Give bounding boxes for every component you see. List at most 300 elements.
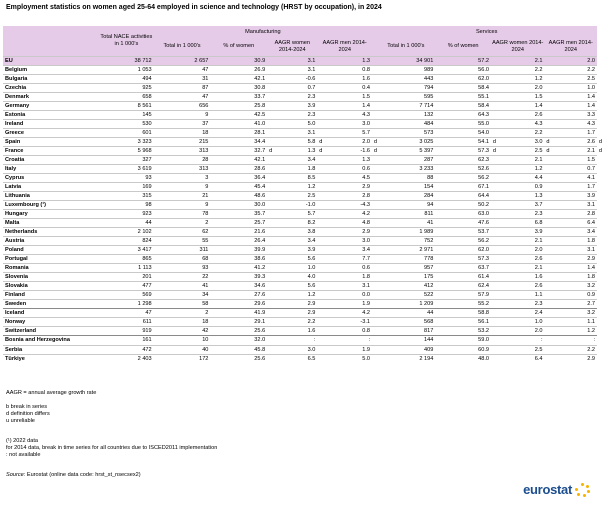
header-s-total: Total in 1 000's (376, 38, 435, 56)
cell-value: 752 (423, 238, 434, 245)
value-cell (99, 309, 154, 318)
value-cell (267, 83, 317, 92)
value-cell (154, 182, 211, 191)
cell-value: 1.2 (587, 328, 595, 335)
value-cell (267, 92, 317, 101)
flag-marker: d (373, 138, 378, 145)
value-cell (210, 246, 267, 255)
value-cell (545, 255, 598, 264)
cell-value: 154 (423, 183, 434, 190)
value-cell (545, 182, 598, 191)
cell-value: 55.2 (478, 301, 489, 308)
table-row (3, 300, 597, 309)
cell-value: 3.3 (587, 111, 595, 118)
value-cell (373, 137, 435, 146)
cell-value: 472 (142, 346, 152, 353)
value-cell (267, 182, 317, 191)
value-cell (545, 273, 598, 282)
value-cell (210, 155, 267, 164)
cell-value: 18 (202, 319, 209, 326)
value-cell (317, 164, 372, 173)
cell-value: 919 (142, 328, 152, 335)
value-cell (373, 146, 435, 155)
cell-value: 0.8 (362, 328, 371, 335)
table-title: Employment statistics on women aged 25-64 employed in science and technology (HRST by occupation), in 2024 (6, 4, 382, 11)
cell-value: 0.7 (587, 165, 595, 172)
cell-value: 87 (202, 84, 209, 91)
value-cell (154, 65, 211, 74)
value-cell (99, 228, 154, 237)
value-cell (435, 309, 491, 318)
value-cell (491, 210, 545, 219)
value-cell (317, 182, 372, 191)
cell-value: 42.1 (254, 75, 266, 82)
value-cell (154, 155, 211, 164)
cell-value: : (540, 337, 543, 344)
cell-value: 57.2 (478, 57, 489, 64)
header-total-nace: Total NACE activities in 1 000's (99, 26, 154, 56)
cell-value: 62 (202, 229, 209, 236)
value-cell (376, 65, 435, 74)
table-row (3, 164, 597, 173)
cell-value: : (368, 337, 371, 344)
value-cell (317, 291, 372, 300)
cell-value: -3.1 (360, 319, 371, 326)
flag-note: u unreliable (6, 418, 35, 424)
cell-value: 522 (423, 292, 434, 299)
cell-value: 30.0 (254, 202, 266, 209)
cell-value: 42.1 (254, 156, 266, 163)
cell-value: 63.7 (478, 265, 489, 272)
value-cell (317, 83, 372, 92)
value-cell (545, 74, 598, 83)
country-cell: Denmark (3, 92, 99, 101)
cell-value: 62.0 (478, 247, 489, 254)
value-cell (491, 327, 545, 336)
source-note (6, 472, 141, 479)
value-cell (435, 182, 491, 191)
value-cell (267, 164, 317, 173)
value-cell (154, 282, 211, 291)
cell-value: 4.3 (534, 120, 543, 127)
value-cell (317, 282, 372, 291)
value-cell (545, 119, 598, 128)
value-cell (99, 264, 154, 273)
country-cell: Bulgaria (3, 74, 99, 83)
cell-value: 41 (427, 220, 434, 227)
cell-value: 201 (142, 274, 152, 281)
cell-value: 33.7 (254, 93, 266, 100)
value-cell (491, 246, 545, 255)
cell-value: 53.7 (478, 229, 489, 236)
value-cell (210, 255, 267, 264)
value-cell (491, 182, 545, 191)
value-cell (376, 110, 435, 119)
cell-value: 1.5 (534, 93, 543, 100)
value-cell (210, 336, 267, 345)
cell-value: 34.6 (254, 283, 266, 290)
value-cell (210, 219, 267, 228)
value-cell (154, 201, 211, 210)
value-cell (154, 273, 211, 282)
header-s-pct: % of women (435, 38, 491, 56)
flag-marker: d (319, 147, 323, 154)
country-cell: Luxembourg (¹) (3, 201, 99, 210)
cell-value: 3.9 (307, 247, 316, 254)
cell-value: 2.6 (587, 138, 595, 145)
cell-value: 1.6 (362, 75, 371, 82)
value-cell (376, 201, 435, 210)
cell-value: 989 (423, 66, 434, 73)
value-cell (267, 291, 317, 300)
cell-value: 3.0 (534, 138, 543, 145)
value-cell (210, 210, 267, 219)
value-cell (210, 327, 267, 336)
country-cell: Italy (3, 164, 99, 173)
value-cell (545, 155, 598, 164)
value-cell (435, 282, 491, 291)
value-cell (545, 282, 598, 291)
country-cell: Poland (3, 246, 99, 255)
cell-value: 2.9 (362, 183, 371, 190)
cell-value: 7.7 (362, 256, 371, 263)
value-cell (435, 300, 491, 309)
value-cell (376, 228, 435, 237)
cell-value: 47 (202, 93, 209, 100)
cell-value: 3.9 (587, 192, 595, 199)
value-cell (99, 237, 154, 246)
cell-value: 4.2 (362, 211, 371, 218)
cell-value: 48.6 (254, 192, 266, 199)
value-cell (545, 110, 598, 119)
footnotes (6, 438, 217, 459)
cell-value: 1.8 (587, 238, 595, 245)
cell-value: 0.9 (534, 183, 543, 190)
country-cell: Germany (3, 101, 99, 110)
cell-value: 3.1 (307, 66, 316, 73)
value-cell (317, 56, 372, 65)
cell-value: 2.4 (534, 310, 543, 317)
value-cell (491, 273, 545, 282)
statistics-table (3, 26, 602, 363)
cell-value: 78 (202, 211, 209, 218)
cell-value: 57.9 (478, 292, 489, 299)
value-cell (210, 101, 267, 110)
cell-value: 47 (202, 66, 209, 73)
value-cell (376, 354, 435, 363)
cell-value: 30.9 (254, 57, 266, 64)
value-cell (154, 110, 211, 119)
country-cell: Malta (3, 219, 99, 228)
value-cell (210, 237, 267, 246)
value-cell (267, 264, 317, 273)
value-cell (376, 83, 435, 92)
value-cell (491, 128, 545, 137)
value-cell (317, 255, 372, 264)
country-cell: Sweden (3, 300, 99, 309)
cell-value: 41.2 (254, 265, 266, 272)
header-services: Services (376, 26, 597, 38)
value-cell (210, 354, 267, 363)
value-cell (491, 345, 545, 354)
value-cell (376, 56, 435, 65)
cell-value: 313 (199, 147, 209, 154)
value-cell (376, 318, 435, 327)
footnote: (¹) 2022 data (6, 438, 39, 444)
cell-value: 1.8 (307, 165, 316, 172)
cell-value: 5.7 (307, 211, 316, 218)
cell-value: 60.9 (478, 346, 489, 353)
value-cell (317, 201, 372, 210)
cell-value: 26.4 (254, 238, 266, 245)
cell-value: 865 (142, 256, 152, 263)
cell-value: 58 (202, 301, 209, 308)
cell-value: 30.8 (254, 84, 266, 91)
value-cell (210, 182, 267, 191)
cell-value: 315 (142, 192, 152, 199)
value-cell (435, 65, 491, 74)
value-cell (267, 101, 317, 110)
value-cell (154, 264, 211, 273)
cell-value: 824 (142, 238, 152, 245)
value-cell (435, 128, 491, 137)
value-cell (210, 137, 267, 146)
cell-value: 2.1 (587, 147, 595, 154)
cell-value: 25.6 (254, 355, 266, 362)
cell-value: 39.9 (254, 247, 266, 254)
value-cell (210, 83, 267, 92)
cell-value: 2.0 (534, 328, 543, 335)
cell-value: 778 (423, 256, 434, 263)
value-cell (317, 300, 372, 309)
cell-value: 0.6 (362, 265, 371, 272)
flag-marker: d (598, 138, 602, 145)
value-cell (210, 119, 267, 128)
value-cell (267, 146, 323, 155)
value-cell (545, 300, 598, 309)
value-cell (99, 128, 154, 137)
value-cell (317, 65, 372, 74)
cell-value: 923 (142, 211, 152, 218)
country-cell: Cyprus (3, 173, 99, 182)
cell-value: 161 (142, 337, 152, 344)
flag-note: d definition differs (6, 411, 50, 417)
value-cell (317, 219, 372, 228)
cell-value: 3.0 (362, 120, 371, 127)
cell-value: 3.2 (587, 283, 595, 290)
value-cell (154, 255, 211, 264)
value-cell (435, 155, 491, 164)
header-m-aagr-women: AAGR women 2014-2024 (267, 38, 317, 56)
cell-value: 42.5 (254, 111, 266, 118)
cell-value: 2.8 (362, 192, 371, 199)
cell-value: 2.1 (534, 156, 543, 163)
value-cell (154, 237, 211, 246)
cell-value: 59.0 (478, 337, 489, 344)
table-row (3, 119, 597, 128)
cell-value: 2 971 (419, 247, 434, 254)
cell-value: 62.3 (478, 156, 489, 163)
value-cell (435, 237, 491, 246)
cell-value: 4.2 (362, 310, 371, 317)
cell-value: 0.4 (362, 84, 371, 91)
cell-value: 58.4 (478, 102, 489, 109)
value-cell (545, 309, 598, 318)
cell-value: 2.9 (307, 301, 316, 308)
cell-value: 47 (145, 310, 152, 317)
value-cell (545, 137, 602, 146)
value-cell (435, 56, 491, 65)
value-cell (317, 146, 378, 155)
cell-value: 18 (202, 129, 209, 136)
cell-value: 4.3 (587, 120, 595, 127)
cell-value: 1.3 (362, 156, 371, 163)
value-cell (435, 101, 491, 110)
cell-value: 50.2 (478, 202, 489, 209)
value-cell (435, 110, 491, 119)
table-row (3, 228, 597, 237)
cell-value: 1.9 (362, 301, 371, 308)
value-cell (267, 137, 323, 146)
cell-value: 2 (205, 310, 209, 317)
cell-value: 34.4 (254, 138, 266, 145)
cell-value: -0.6 (305, 75, 316, 82)
cell-value: 68 (202, 256, 209, 263)
value-cell (435, 273, 491, 282)
value-cell (491, 291, 545, 300)
cell-value: 25.7 (254, 220, 266, 227)
value-cell (376, 173, 435, 182)
cell-value: 88 (427, 174, 434, 181)
cell-value: 5.7 (362, 129, 371, 136)
value-cell (267, 327, 317, 336)
cell-value: 412 (423, 283, 434, 290)
country-cell: Romania (3, 264, 99, 273)
value-cell (317, 318, 372, 327)
value-cell (545, 219, 598, 228)
value-cell (317, 155, 372, 164)
cell-value: 4.0 (307, 274, 316, 281)
cell-value: 175 (423, 274, 434, 281)
value-cell (491, 164, 545, 173)
flag-marker: d (319, 138, 323, 145)
cell-value: 2.3 (307, 111, 316, 118)
cell-value: 2.2 (534, 66, 543, 73)
cell-value: 7 714 (419, 102, 434, 109)
cell-value: 477 (142, 283, 152, 290)
cell-value: 37 (202, 120, 209, 127)
value-cell (545, 65, 598, 74)
cell-value: 144 (423, 337, 434, 344)
cell-value: 0.8 (362, 66, 371, 73)
cell-value: 61.4 (478, 274, 489, 281)
value-cell (545, 264, 598, 273)
cell-value: 1.1 (534, 292, 543, 299)
cell-value: 794 (423, 84, 434, 91)
cell-value: 44 (427, 310, 434, 317)
cell-value: 145 (142, 111, 152, 118)
cell-value: 284 (423, 192, 434, 199)
value-cell (154, 173, 211, 182)
value-cell (267, 110, 317, 119)
value-cell (99, 327, 154, 336)
cell-value: 1 209 (419, 301, 434, 308)
table-row (3, 83, 597, 92)
table-row (3, 237, 597, 246)
value-cell (99, 74, 154, 83)
table-row (3, 146, 597, 155)
cell-value: 25.8 (254, 102, 266, 109)
cell-value: 40 (202, 346, 209, 353)
value-cell (154, 336, 211, 345)
value-cell (376, 182, 435, 191)
value-cell (210, 318, 267, 327)
cell-value: 1.4 (587, 265, 595, 272)
cell-value: 2.9 (307, 310, 316, 317)
cell-value: 56.1 (478, 319, 489, 326)
value-cell (210, 300, 267, 309)
value-cell (154, 164, 211, 173)
value-cell (435, 119, 491, 128)
cell-value: 4.3 (362, 111, 371, 118)
value-cell (317, 264, 372, 273)
cell-value: 42 (202, 328, 209, 335)
cell-value: 2.6 (534, 111, 543, 118)
cell-value: 3.0 (307, 346, 316, 353)
value-cell (210, 191, 267, 200)
cell-value: 26.9 (254, 66, 266, 73)
cell-value: 29.1 (254, 319, 266, 326)
country-cell: Norway (3, 318, 99, 327)
value-cell (99, 101, 154, 110)
cell-value: 35.7 (254, 211, 266, 218)
value-cell (376, 264, 435, 273)
cell-value: 1.5 (362, 93, 371, 100)
value-cell (376, 164, 435, 173)
cell-value: 2.0 (587, 57, 595, 64)
cell-value: 2.9 (587, 355, 595, 362)
country-cell: Czechia (3, 83, 99, 92)
value-cell (99, 273, 154, 282)
country-cell: Spain (3, 137, 99, 146)
table-row (3, 255, 597, 264)
value-cell (435, 327, 491, 336)
cell-value: 5 397 (419, 147, 434, 154)
cell-value: 53.2 (478, 328, 489, 335)
header-country (3, 26, 99, 56)
value-cell (154, 291, 211, 300)
cell-value: 25.6 (254, 328, 266, 335)
value-cell (376, 210, 435, 219)
cell-value: 1.7 (587, 129, 595, 136)
cell-value: 56.0 (478, 66, 489, 73)
value-cell (491, 101, 545, 110)
value-cell (376, 255, 435, 264)
value-cell (267, 309, 317, 318)
flag-marker: d (492, 138, 496, 145)
cell-value: 1.0 (307, 265, 316, 272)
eurostat-logo (523, 482, 592, 497)
cell-value: 601 (142, 129, 152, 136)
cell-value: 8 561 (137, 102, 152, 109)
cell-value: 2 (205, 220, 209, 227)
value-cell (317, 345, 372, 354)
cell-value: 494 (142, 75, 152, 82)
value-cell (435, 201, 491, 210)
cell-value: 3.0 (362, 238, 371, 245)
value-cell (267, 345, 317, 354)
value-cell (317, 327, 372, 336)
